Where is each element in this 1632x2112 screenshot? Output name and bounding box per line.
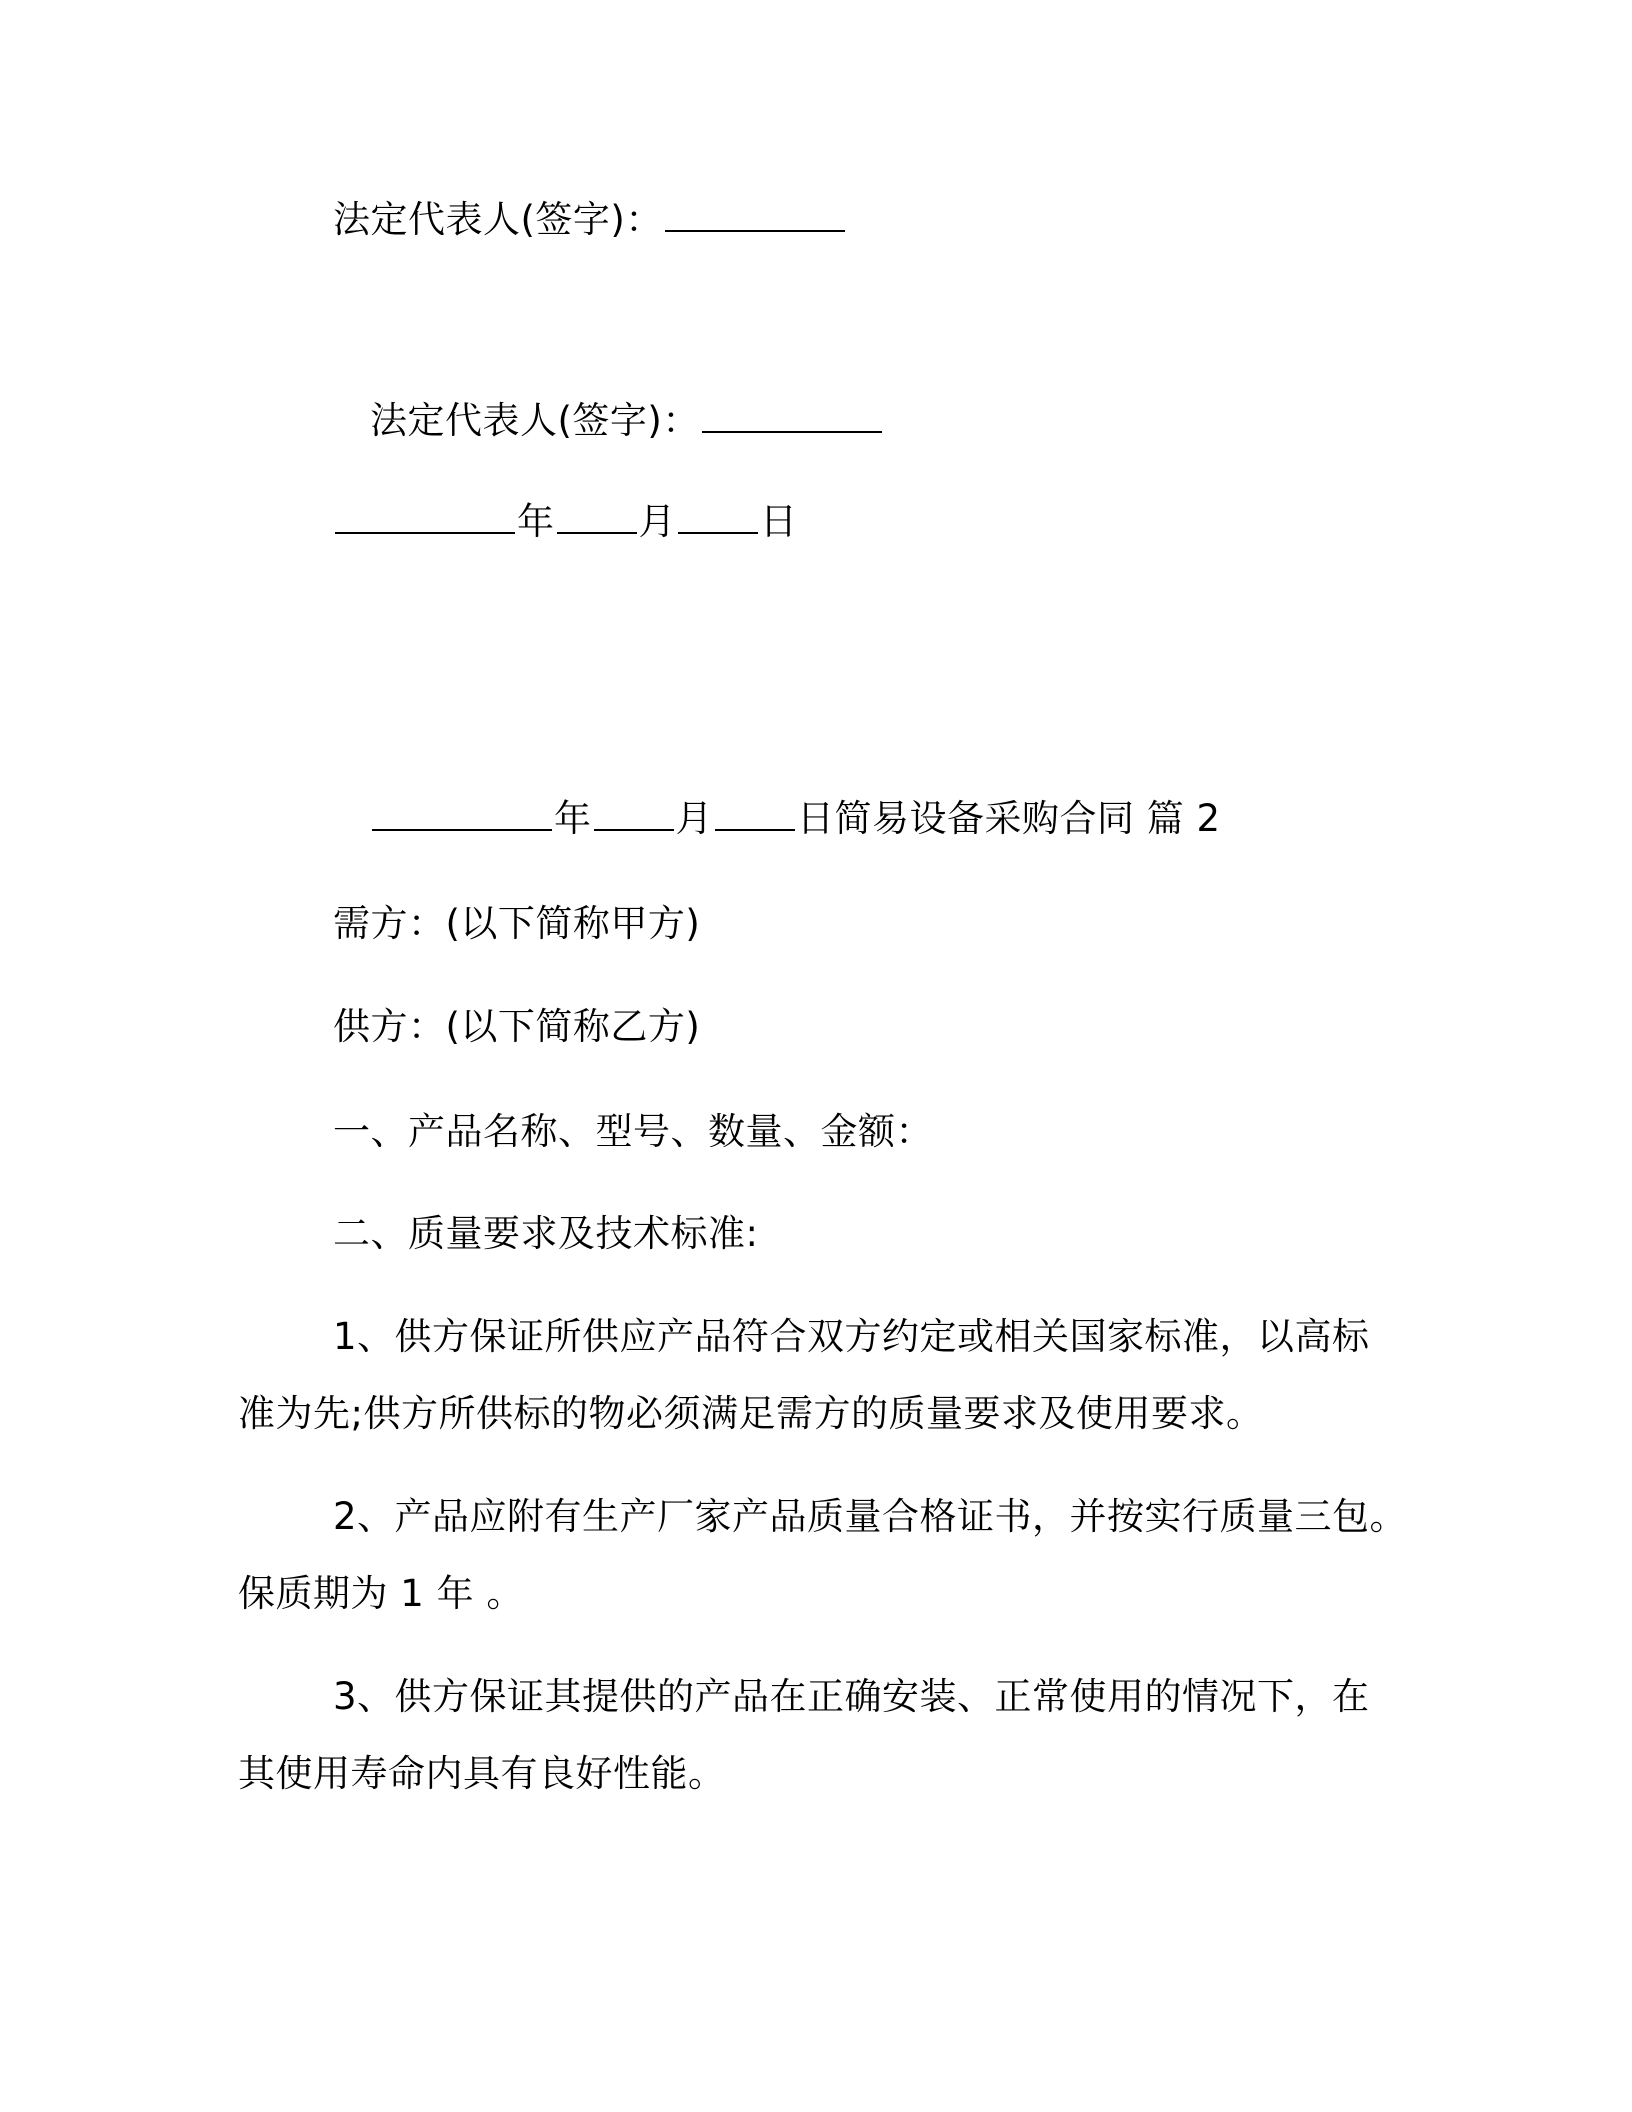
- section-2-heading: 二、质量要求及技术标准:: [333, 1212, 759, 1255]
- month-blank: [557, 502, 637, 534]
- day-blank: [678, 502, 758, 534]
- signature-blank-a: [665, 200, 845, 232]
- section-1-heading: 一、产品名称、型号、数量、金额：: [333, 1110, 933, 1153]
- buyer-line: 需方：(以下简称甲方): [333, 902, 701, 945]
- title-year-label: 年: [554, 797, 592, 840]
- item-2-line-2: 保质期为 1 年 。: [238, 1572, 524, 1615]
- title-day-blank: [715, 799, 795, 831]
- item-3-line-1: 3、供方保证其提供的产品在正确安装、正常使用的情况下，在: [333, 1675, 1370, 1718]
- year-label: 年: [517, 500, 555, 543]
- month-label: 月: [638, 500, 676, 543]
- year-blank: [335, 502, 515, 534]
- title-suffix: 日简易设备采购合同 篇 2: [797, 797, 1221, 840]
- item-1-line-1: 1、供方保证所供应产品符合双方约定或相关国家标准，以高标: [333, 1315, 1370, 1358]
- date-line: [333, 498, 798, 546]
- signature-line-a: [333, 196, 847, 244]
- signature-line-b: [370, 397, 884, 445]
- item-1-line-2: 准为先;供方所供标的物必须满足需方的质量要求及使用要求。: [238, 1392, 1264, 1435]
- title-month-blank: [594, 799, 674, 831]
- title-year-blank: [372, 799, 552, 831]
- item-2-line-1: 2、产品应附有生产厂家产品质量合格证书，并按实行质量三包。: [333, 1495, 1408, 1538]
- contract-title: [370, 795, 1221, 843]
- title-month-label: 月: [675, 797, 713, 840]
- signature-label-a: 法定代表人(签字)：: [333, 198, 663, 241]
- item-3-line-2: 其使用寿命内具有良好性能。: [238, 1752, 726, 1795]
- signature-label-b: 法定代表人(签字)：: [370, 399, 700, 442]
- day-label: 日: [760, 500, 798, 543]
- signature-blank-b: [702, 401, 882, 433]
- supplier-line: 供方：(以下简称乙方): [333, 1005, 701, 1048]
